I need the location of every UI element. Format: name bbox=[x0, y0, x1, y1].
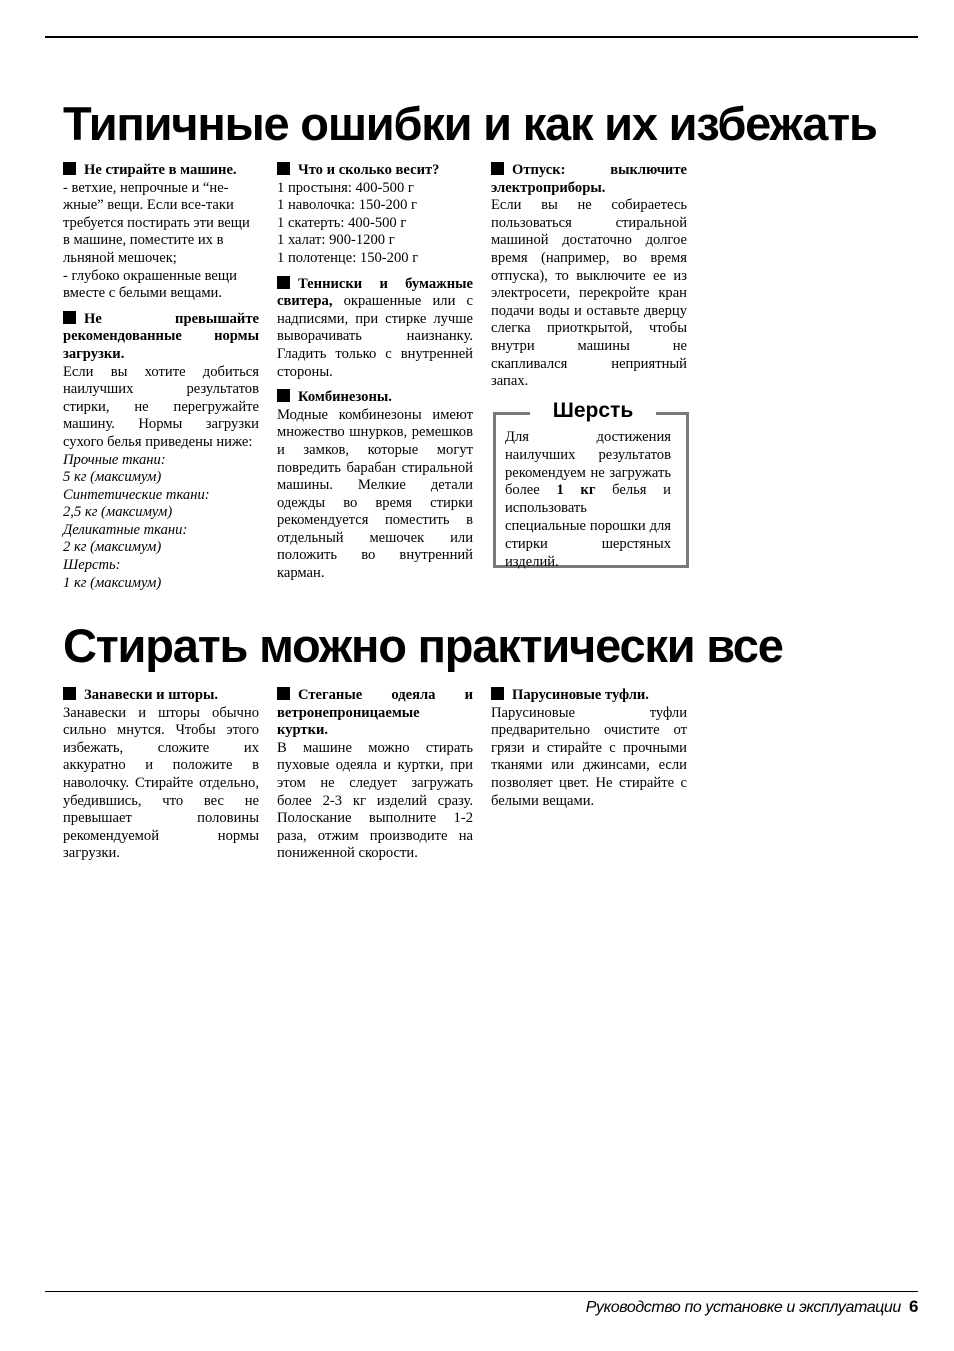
bullet-square-icon bbox=[277, 389, 290, 402]
load-item-value: 2,5 кг (максимум) bbox=[63, 504, 173, 521]
block-vacation bbox=[491, 162, 687, 391]
text-line: жные” вещи. Если все-таки bbox=[63, 197, 234, 214]
block-text: В машине можно стирать пуховые одеяла и куртки, при этом не следует загружать более 2-3 кг изделий сразу. Полоскание выполните 1-2 раза, отжим производите на пониженной скорости. bbox=[277, 739, 473, 862]
block-text: Парусиновые туфли предварительно очистите от грязи и стирайте с прочными тканями или джинсами, если позволяет цвет. Не стирайте с белыми вещами. bbox=[491, 704, 687, 809]
wool-box-text bbox=[505, 429, 671, 571]
load-item-value: 5 кг (максимум) bbox=[63, 469, 162, 486]
weight-item: 1 халат: 900-1200 г bbox=[277, 232, 395, 249]
block-text: Занавески и шторы обычно сильно мнутся. Чтобы этого избежать, сложите их аккуратно и положите в наволочку. Стирайте отдельно, убедившись, что вес не превышает половины рекомендуемой нормы загрузки. bbox=[63, 704, 259, 862]
top-rule bbox=[45, 36, 918, 38]
load-item-label: Прочные ткани: bbox=[63, 451, 166, 468]
page-number: 6 bbox=[908, 1297, 918, 1316]
bullet-square-icon bbox=[277, 687, 290, 700]
page-footer bbox=[586, 1297, 918, 1317]
section2-column-3 bbox=[491, 687, 687, 810]
block-heading: Тенниски и бумажные свитера, bbox=[277, 275, 473, 310]
weight-item: 1 скатерть: 400-500 г bbox=[277, 214, 407, 231]
block-heading: Не стирайте в машине. bbox=[84, 162, 237, 178]
wool-text-part: Для достижения наилучших результатов рекомендуем не загружать более bbox=[505, 429, 671, 499]
block-heading: Парусиновые туфли. bbox=[512, 687, 649, 703]
block-heading: Комбинезоны. bbox=[298, 389, 392, 406]
block-heading: Отпуск: выключите электроприборы. bbox=[491, 162, 687, 196]
load-item-label: Синтетические ткани: bbox=[63, 486, 210, 503]
text-line: - глубоко окрашенные вещи bbox=[63, 267, 237, 284]
bullet-square-icon bbox=[63, 311, 76, 324]
text-line: вместе с белыми вещами. bbox=[63, 285, 223, 302]
section-title-wash-almost-everything: Стирать можно практически все bbox=[63, 619, 783, 672]
section-title-typical-mistakes: Типичные ошибки и как их избежать bbox=[63, 97, 877, 150]
bullet-square-icon bbox=[277, 276, 290, 289]
text-line: требуется постирать эти вещи bbox=[63, 214, 250, 231]
section1-column-3 bbox=[491, 162, 687, 399]
block-do-not-wash bbox=[63, 162, 259, 303]
wool-weight-limit: 1 кг bbox=[556, 482, 596, 499]
bullet-square-icon bbox=[63, 162, 76, 175]
block-weights bbox=[277, 162, 473, 268]
wool-box-title: Шерсть bbox=[530, 398, 656, 424]
block-text: окрашенные или с надписями, при стирке лучше выворачивать наизнанку. Гладить только с внутренней стороны. bbox=[277, 293, 473, 380]
block-heading: Не превышайте рекомендованные нормы загрузки. bbox=[63, 310, 259, 362]
load-item-value: 1 кг (максимум) bbox=[63, 574, 162, 591]
bullet-square-icon bbox=[63, 687, 76, 700]
text-line: - ветхие, непрочные и “не- bbox=[63, 179, 229, 196]
block-overalls bbox=[277, 389, 473, 583]
weight-item: 1 полотенце: 150-200 г bbox=[277, 249, 419, 266]
text-line: льняной мешочек; bbox=[63, 249, 177, 266]
footer-title: Руководство по установке и эксплуатации bbox=[585, 1299, 901, 1316]
block-text: Если вы хотите добиться наилучших результатов стирки, не перегружайте машину. Нормы загрузки сухого белья приведены ниже: bbox=[63, 363, 259, 450]
block-heading: Что и сколько весит? bbox=[298, 162, 440, 178]
load-item-value: 2 кг (максимум) bbox=[63, 539, 162, 556]
wool-text-part: белья и использовать специальные порошки для стирки шерстяных изделий. bbox=[505, 482, 671, 570]
load-item-label: Шерсть: bbox=[63, 557, 121, 574]
bullet-square-icon bbox=[491, 687, 504, 700]
block-text: Модные комбинезоны имеют множество шнурков, ремешков и замков, которые могут повредить барабан стиральной машины. Мелкие детали одежды во время стирки рекомендуется поместить в отдельный мешочек или положить во внутренний карман. bbox=[277, 406, 473, 582]
block-heading: Стеганые одеяла и ветронепроницаемые куртки. bbox=[277, 687, 473, 739]
section2-column-1 bbox=[63, 687, 259, 863]
section1-column-2 bbox=[277, 162, 473, 591]
block-heading: Занавески и шторы. bbox=[84, 687, 218, 703]
bottom-rule bbox=[45, 1291, 918, 1292]
block-tshirts bbox=[277, 276, 473, 382]
weight-item: 1 простыня: 400-500 г bbox=[277, 179, 414, 196]
block-load-limits bbox=[63, 311, 259, 593]
bullet-square-icon bbox=[491, 162, 504, 175]
weight-item: 1 наволочка: 150-200 г bbox=[277, 197, 417, 214]
section1-column-1 bbox=[63, 162, 259, 600]
text-line: в машине, поместите их в bbox=[63, 232, 224, 249]
section2-column-2 bbox=[277, 687, 473, 863]
block-text: Если вы не собираетесь пользоваться стиральной машиной достаточно долгое время (например, во время отпуска), то выключите ее из электросети, перекройте кран подачи воды и оставьте дверцу слегка приоткрытой, чтобы внутри машины не скапливался неприятный запах. bbox=[491, 197, 687, 390]
load-item-label: Деликатные ткани: bbox=[63, 521, 188, 538]
bullet-square-icon bbox=[277, 162, 290, 175]
